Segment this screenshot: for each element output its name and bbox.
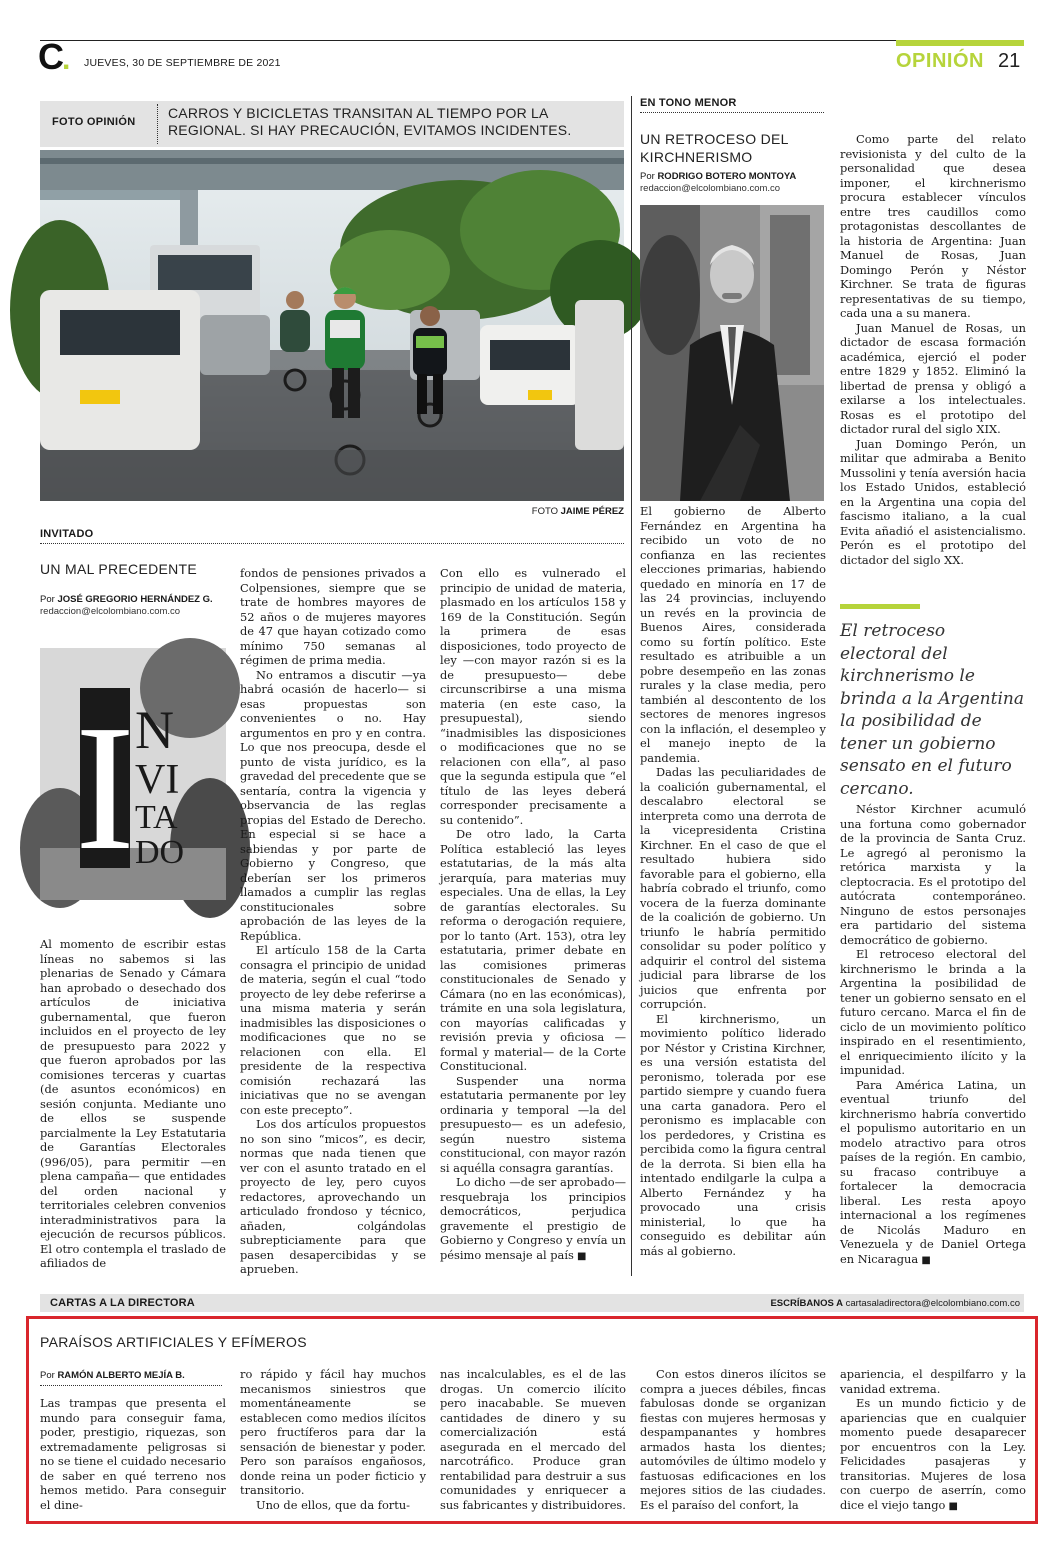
foto-opinion-label: FOTO OPINIÓN (52, 116, 136, 128)
invitado-author: JOSÉ GREGORIO HERNÁNDEZ G. (57, 594, 213, 605)
paragraph: El kirchnerismo, un movimiento político liderado por Néstor y Cristina Kirchner, es una versión estatista del peronismo, tolerada por ese partido siempre y cuando fuera una carta ganadora. Pero el peronismo es implacable con los perdedores, y Cristina es percibida como la figura central de la derrota. Si bien ella ha intentado endilgarle la culpa a Alberto Fernández y ha provocado una crisis ministerial, lo que ha conseguido es debilitar aún más al gobierno. (640, 1011, 826, 1258)
badge-text-row-3: TA (135, 799, 178, 836)
paragraph: El gobierno de Alberto Fernández en Argentina ha recibido un voto de no confianza en las recientes elecciones primarias, habiendo quedado en minoría en 17 de las 24 provincias, incluyendo un revés en la provincia de Buenos Aires, considerada como su fortín político. Este resultado es atribuible a un pobre desempeño en las zonas rurales y la clase media, pero también al descontento de los sectores de menores ingresos con la inflación, el desempleo y el manejo inepto de la pandemia. (640, 504, 826, 765)
paragraph: Los dos artículos propuestos no son sino “micos”, es decir, normas que nada tienen que ver con el asunto tratado en el proyecto de ley, pero cuyos redactores, aprovechando un articulado frondoso y técnico, añaden, colgándolas subrepticiamente para que pasen desapercibidas y se aprueben. (240, 1117, 426, 1276)
paragraph: El artículo 158 de la Carta consagra el principio de unidad de materia, según el cual “todo proyecto de ley debe referirse a una misma materia y serán inadmisibles las disposiciones o modificaciones que no se relacionen con ella. El presidente de la respectiva comisión rechazará las iniciativas que no se avengan con este precepto”. (240, 943, 426, 1117)
cartas-column-4 (640, 1367, 826, 1513)
cartas-column-3 (440, 1367, 626, 1513)
page-number: 21 (998, 50, 1021, 72)
paragraph: Como parte del relato revisionista y del culto de la personalidad que desea imponer, el kirchnerismo procura establecer vínculos entre tres caudillos como protagonistas descollantes de la historia de Argentina: Juan Manuel de Rosas, Juan Domingo Perón y Néstor Kirchner. Se trata de figuras representativas de su tiempo, cada una a su manera. (840, 132, 1026, 320)
paragraph: El retroceso electoral del kirchnerismo le brinda a la Argentina la posibilidad de tener un gobierno sensato en el futuro cercano. Marca el fin de ciclo de un movimiento político inspirado en el resentimiento, el enriquecimiento ilícito y la impunidad. (840, 947, 1026, 1077)
paragraph: apariencia, el despilfarro y la vanidad extrema. (840, 1367, 1026, 1396)
invitado-byline (40, 594, 213, 605)
pullquote-accent (840, 604, 920, 609)
byline-prefix: Por (40, 1370, 55, 1381)
column-separator (631, 96, 632, 1276)
write-email: cartasaladirectora@elcolombiano.com.co (845, 1298, 1020, 1309)
paragraph: Suspender una norma estatutaria permanente por ley ordinaria y temporal —la del presupuesto— es un adefesio, según nuestro sistema constitucional, con mayor razón si aquélla consagra garantías. (440, 1073, 626, 1175)
paragraph: Es un mundo ficticio y de apariencias que en cualquier momento puede desaparecer por encuentros con la Ley. Felicidades pasajeras y transitorias. Mujeres de losa con cuerpo de aserrín, como dice el viejo tango ■ (840, 1396, 1026, 1514)
invitado-title: UN MAL PRECEDENTE (40, 561, 198, 577)
cartas-column-1 (40, 1396, 226, 1512)
invitado-badge-image (40, 648, 226, 900)
paragraph: Néstor Kirchner acumuló una fortuna como gobernador de la provincia de Santa Cruz. Le agregó al peronismo la retórica marxista y la cleptocracia. Es el prototipo del autócrata contemporáneo. Ninguno de estos personajes era partidario del sistema democrático de gobierno. (840, 802, 1026, 947)
paragraph: ro rápido y fácil hay muchos mecanismos siniestros que momentáneamente se establecen como medios ilícitos pero fructíferos para dar la sensación de bienestar y poder. Pero son paraísos engañosos, donde reina un poder ficticio y transitorio. (240, 1367, 426, 1497)
photo-credit-name: JAIME PÉREZ (560, 506, 624, 517)
pullquote: El retroceso electoral del kirchnerismo le brinda a la Argentina la posibilidad de tener un gobierno sensato en el futuro cercano. (840, 621, 1024, 799)
paragraph: Lo dicho —de ser aprobado— resquebraja los principios democráticos, perjudica gravemente el prestigio de Gobierno y Congreso y envía un pésimo mensaje al país ■ (440, 1175, 626, 1264)
paragraph: Uno de ellos, que da fortu- (256, 1497, 411, 1512)
byline-prefix: Por (40, 594, 55, 605)
tono-menor-author: RODRIGO BOTERO MONTOYA (657, 171, 797, 182)
section-invitado: INVITADO (40, 528, 94, 540)
paragraph: Dadas las peculiaridades de la coalición gubernamental, el descalabro electoral se interpreta como una derrota de la vicepresidenta Cristina Kirchner. En el caso de que el resultado hubiera sido favorable para el gobierno, ella habría cobrado el triunfo, como vocera de la fuerza dominante de la coalición de gobierno. Un triunfo le habría permitido consolidar su poder político y adquirir el control del sistema judicial para librarse de los juicios que enfrenta por corrupción. (640, 765, 826, 1011)
tono-menor-email: redaccion@elcolombiano.com.co (640, 183, 781, 194)
paragraph: Las trampas que presenta el mundo para conseguir fama, poder, prestigio, riquezas, son extremadamente peligrosas si no se tiene el cuidado necesario de saber en qué terreno nos hemos metido. Para conseguir el dine- (40, 1396, 226, 1512)
paragraph: nas incalculables, es el de las drogas. Un comercio ilícito pero inacabable. Se mueven cantidades de dinero y su comercialización está asegurada en el mercado del narcotráfico. Produce gran rentabilidad para destruir a sus comunidades y enriquecer a sus fabricantes y distribuidores. (440, 1367, 626, 1512)
section-cartas: CARTAS A LA DIRECTORA (50, 1297, 195, 1309)
paragraph: De otro lado, la Carta Política estableció las leyes estatutarias, de la más alta jerarquía, para materias muy especiales. Una de ellas, la Ley de garantías electorales. Su reforma o derogación requiere, por lo tanto (Art. 153), otra ley estatutaria, primer debate en las comisiones primeras constitucionales de Senado y Cámara (no en las económicas), trámite en una sola legislatura, con mayorías calificadas y revisión previa y oficiosa —formal y material— de la Corte Constitucional. (440, 827, 626, 1073)
invitado-column-2 (240, 566, 426, 1276)
photo-credit (400, 506, 624, 517)
section-tono-menor: EN TONO MENOR (640, 97, 737, 109)
section-name: OPINIÓN (896, 50, 984, 72)
cartas-contact (640, 1298, 1020, 1309)
header-date: JUEVES, 30 DE SEPTIEMBRE DE 2021 (84, 57, 281, 69)
logo: C. (38, 36, 69, 77)
invitado-column-1 (40, 937, 226, 1270)
badge-letter-I: I (75, 688, 135, 887)
cartas-column-5 (840, 1367, 1026, 1513)
invitado-rule (40, 543, 624, 544)
header-rule (40, 40, 1024, 41)
paragraph: Con ello es vulnerado el principio de unidad de materia, plasmado en los artículos 158 y 169 de la Constitución. Según la primera de esas disposiciones, todo proyecto de ley —con mayor razón si es la de presupuesto— debe circunscribirse a una misma materia (en este caso, la presupuestal), siendo “inadmisibles las disposiciones o modificaciones que no se relacionen con ella”, al paso que la segunda estipula que “el título de las leyes deberá corresponder precisamente a su contenido”. (440, 566, 626, 827)
photo-credit-prefix: FOTO (531, 506, 558, 517)
tono-menor-rule (640, 112, 824, 113)
cartas-column-2 (240, 1367, 426, 1513)
section-accent-bar (896, 40, 1024, 46)
invitado-column-3 (440, 566, 626, 1268)
write-label: ESCRÍBANOS A (770, 1298, 843, 1309)
paragraph: No entramos a discutir —ya habrá ocasión de hacerlo— si esas propuestas son convenientes o no. Hay argumentos en pro y en contra. Lo que nos preocupa, desde el punto de vista jurídico, es la gravedad del precedente que se sentaría, contra la vigencia y observancia de las reglas propias del Estado de Derecho. En especial si se hace a sabiendas y por parte de Gobierno y Congreso, que deberían ser los primeros llamados a cumplir las reglas constitucionales sobre aprobación de las leyes de la República. (240, 667, 426, 943)
photo-caption: CARROS Y BICICLETAS TRANSITAN AL TIEMPO POR LA REGIONAL. SI HAY PRECAUCIÓN, EVITAMOS INCIDENTES. (168, 105, 572, 138)
cartas-byline (40, 1370, 185, 1381)
tono-menor-column-1 (640, 504, 826, 1262)
banner-divider (157, 104, 158, 144)
cartas-author-rule (40, 1385, 222, 1386)
cartas-author: RAMÓN ALBERTO MEJÍA B. (57, 1370, 185, 1381)
byline-prefix: Por (640, 171, 655, 182)
paragraph: Con estos dineros ilícitos se compra a jueces débiles, fincas fabulosas donde se organizan fiestas con mujeres hermosas y despampanantes y hombres armados hasta los dientes; automóviles de último modelo y fastuosas edificaciones en los mejores sitios de las ciudades. Es el paraíso del confort, la (640, 1367, 826, 1512)
invitado-email: redaccion@elcolombiano.com.co (40, 606, 181, 617)
paragraph: Juan Domingo Perón, un militar que admiraba a Benito Mussolini y tenía aversión hacia los Estado Unidos, estableció en la Argentina una copia del fascismo italiano, a la cual Evita añadió el asistencialismo. Perón es el prototipo del dictador del siglo XX. (840, 436, 1026, 567)
tono-menor-title: UN RETROCESO DEL KIRCHNERISMO (640, 131, 789, 165)
tono-menor-column-2a (840, 132, 1026, 580)
tono-menor-byline (640, 171, 796, 182)
cartas-title: PARAÍSOS ARTIFICIALES Y EFÍMEROS (40, 1334, 307, 1350)
badge-text-row-4: DO (135, 834, 185, 871)
paragraph: Juan Manuel de Rosas, un dictador de escasa formación académica, ejerció el poder entre 1829 y 1852. Eliminó la libertad de prensa y obligó a exilarse a los intelectuales. Rosas es el prototipo del dictador rural del siglo XIX. (840, 320, 1026, 436)
street-photo (40, 150, 624, 501)
paragraph: Para América Latina, un eventual triunfo del kirchnerismo habría convertido el populismo autoritario en un modelo atractivo para otros países de la región. En cambio, su fracaso contribuye a fortalecer la democracia liberal. Les resta apoyo internacional a los regímenes de Nicolás Maduro en Venezuela y de Daniel Ortega en Nicaragua ■ (840, 1078, 1026, 1269)
paragraph: Al momento de escribir estas líneas no sabemos si las plenarias de Senado y Cámara han aprobado o desechado dos artículos de iniciativa gubernamental, que fueron incluidos en el proyecto de ley de presupuesto para 2022 y que fueron aprobados por las comisiones terceras y cuartas (de asuntos económicos) en sesión conjunta. Mediante uno de ellos se suspende parcialmente la Ley Estatutaria de Garantías Electorales (996/05), para permitir —en plena campaña— que entidades del orden nacional y territoriales celebren convenios interadministrativos para la ejecución de recursos públicos. El otro contempla el traslado de afiliados de (40, 937, 226, 1270)
badge-text-row-1: N (135, 700, 174, 760)
badge-text-row-2: VI (135, 757, 180, 803)
author-portrait (640, 205, 824, 501)
paragraph: fondos de pensiones privados a Colpensiones, siempre que se trate de hombres mayores de 52 años o de mujeres mayores de 47 que hayan cotizado como mínimo 750 semanas al régimen de prima media. (240, 566, 426, 667)
tono-menor-column-2b (840, 802, 1026, 1268)
